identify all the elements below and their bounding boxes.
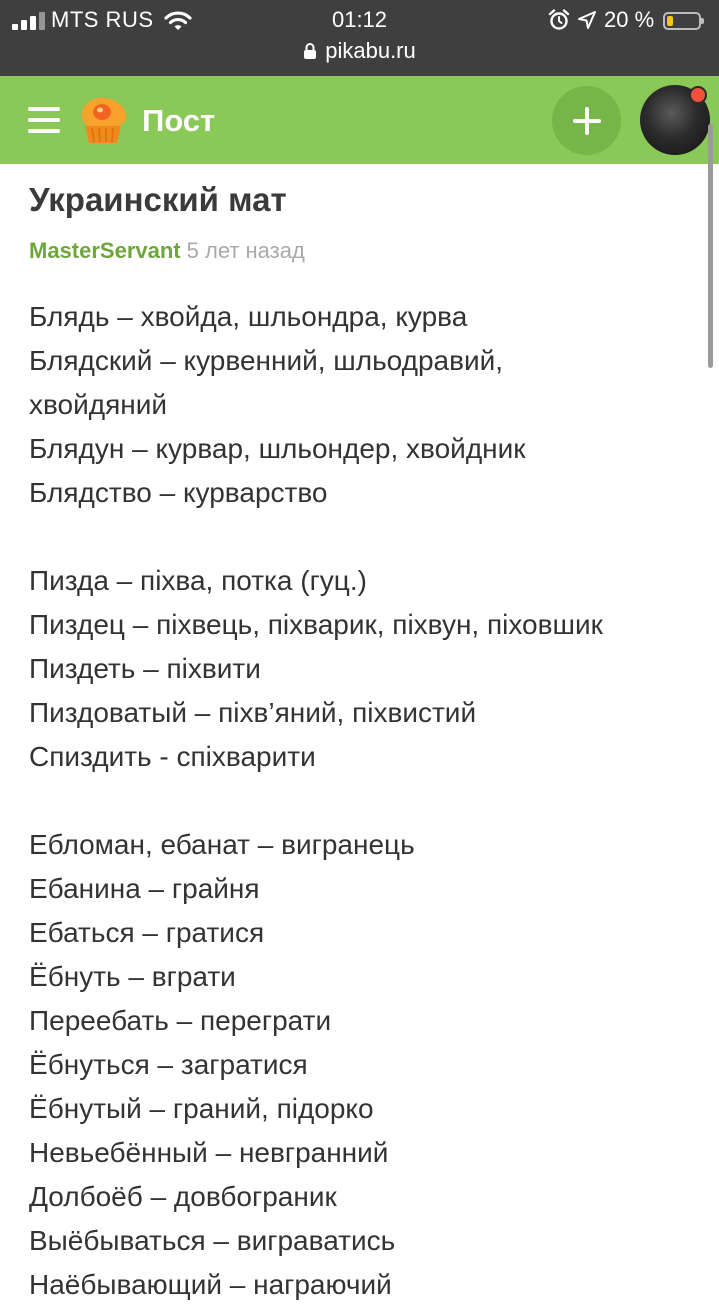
add-post-button[interactable] bbox=[552, 86, 621, 155]
post-line: Невьебённый – невгранний bbox=[29, 1137, 389, 1168]
alarm-icon bbox=[548, 9, 570, 31]
post-line: Блядский – курвенний, шльодравий, bbox=[29, 345, 504, 376]
post-line: Ебанина – грайня bbox=[29, 873, 260, 904]
clock: 01:12 bbox=[331, 7, 388, 32]
post-line bbox=[29, 779, 699, 823]
status-bar bbox=[0, 0, 719, 76]
post-line: Долбоёб – довбограник bbox=[29, 1181, 337, 1212]
battery-icon bbox=[663, 12, 701, 30]
post-body bbox=[29, 295, 699, 1307]
avatar[interactable] bbox=[640, 85, 710, 155]
location-icon bbox=[577, 10, 597, 30]
post-line: Ёбнуть – вграти bbox=[29, 961, 236, 992]
scrollbar[interactable] bbox=[708, 124, 713, 368]
author-link[interactable]: MasterServant bbox=[29, 238, 181, 263]
post-date: 5 лет назад bbox=[186, 238, 305, 263]
post-line: Блядун – курвар, шльондер, хвойдник bbox=[29, 433, 526, 464]
post-line: Спиздить - спіхварити bbox=[29, 741, 316, 772]
post-line: Пиздец – піхвець, піхварик, піхвун, піховшик bbox=[29, 609, 603, 640]
notification-dot bbox=[689, 86, 707, 104]
post-line: Ебломан, ебанат – вигранець bbox=[29, 829, 415, 860]
post-line: хвойдяний bbox=[29, 389, 168, 420]
menu-icon[interactable] bbox=[28, 107, 60, 133]
address-bar[interactable] bbox=[0, 38, 719, 68]
post-line: Блядь – хвойда, шльондра, курва bbox=[29, 301, 468, 332]
carrier-name: MTS RUS bbox=[51, 7, 154, 32]
post-line: Ёбнутый – граний, підорко bbox=[29, 1093, 374, 1124]
post-line: Пиздоватый – піхв’яний, піхвистий bbox=[29, 697, 477, 728]
post-line: Пизда – піхва, потка (гуц.) bbox=[29, 565, 367, 596]
post-line: Выёбываться – виграватись bbox=[29, 1225, 396, 1256]
post-line: Ёбнуться – загратися bbox=[29, 1049, 308, 1080]
post-title: Украинский мат bbox=[29, 181, 287, 218]
header-title: Пост bbox=[142, 103, 216, 138]
post-line: Наёбывающий – награючий bbox=[29, 1269, 392, 1300]
app-header bbox=[0, 76, 719, 164]
post-line: Ебаться – гратися bbox=[29, 917, 265, 948]
pikabu-logo-icon[interactable] bbox=[76, 93, 130, 147]
post-line: Переебать – переграти bbox=[29, 1005, 332, 1036]
battery-percent: 20 % bbox=[604, 7, 655, 32]
lock-icon bbox=[303, 40, 317, 58]
post-line bbox=[29, 515, 699, 559]
post-meta bbox=[29, 238, 305, 264]
url-text: pikabu.ru bbox=[325, 38, 416, 63]
post-line: Блядство – курварство bbox=[29, 477, 328, 508]
post-line: Пиздеть – піхвити bbox=[29, 653, 261, 684]
